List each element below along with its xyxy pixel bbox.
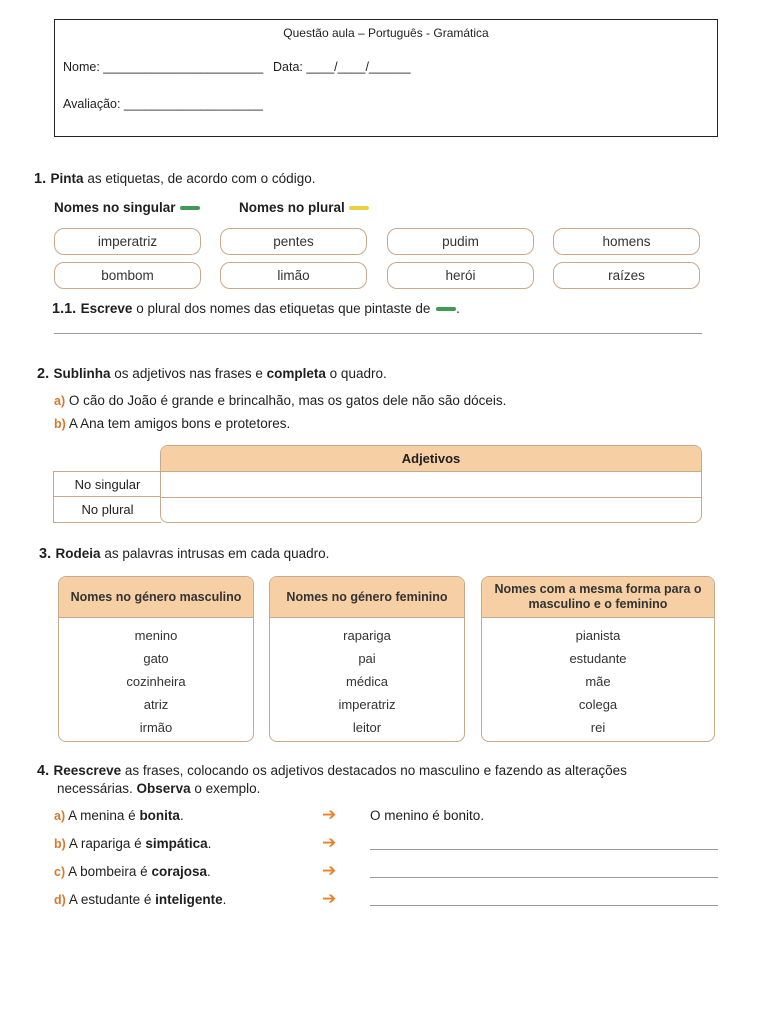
q3-instruction xyxy=(39,545,329,563)
q1-1-instruction xyxy=(52,300,460,318)
legend-singular xyxy=(54,200,200,215)
answer-line[interactable] xyxy=(370,877,718,878)
arrow-right-icon: ➔ xyxy=(322,833,337,852)
name-field[interactable]: Nome: _______________________ xyxy=(63,60,264,74)
q4-text-line2-end: o exemplo. xyxy=(190,781,261,796)
word-item[interactable]: pianista xyxy=(575,628,621,643)
q1-number: 1. xyxy=(34,171,47,187)
label-tag[interactable]: limão xyxy=(220,262,367,289)
word-item[interactable]: colega xyxy=(578,697,618,712)
word-item[interactable]: irmão xyxy=(139,720,173,735)
legend-singular-label: Nomes no singular xyxy=(54,200,176,215)
item-letter: b) xyxy=(54,837,66,851)
item-prefix: A rapariga é xyxy=(68,836,146,851)
q4-text-line2-start: necessárias. xyxy=(57,781,137,796)
item-adjective: corajosa xyxy=(151,864,207,879)
q1-1-number: 1.1. xyxy=(52,301,77,317)
word-item[interactable]: gato xyxy=(143,651,169,666)
header-box xyxy=(54,19,718,137)
date-field[interactable]: Data: ____/____/______ xyxy=(273,60,411,74)
q3-text: as palavras intrusas em cada quadro. xyxy=(100,546,330,561)
evaluation-field[interactable]: Avaliação: ____________________ xyxy=(63,97,263,111)
box-feminine xyxy=(269,576,465,742)
item-letter: a) xyxy=(54,809,66,823)
legend-plural-label: Nomes no plural xyxy=(239,200,345,215)
item-letter: a) xyxy=(54,394,66,408)
item-text: A Ana tem amigos bons e protetores. xyxy=(68,416,291,431)
item-adjective: simpática xyxy=(145,836,208,851)
q3-number: 3. xyxy=(39,546,52,562)
item-prefix: A menina é xyxy=(68,808,140,823)
item-suffix: . xyxy=(206,864,211,879)
word-item[interactable]: rei xyxy=(590,720,606,735)
box-same-form xyxy=(481,576,715,742)
arrow-right-icon: ➔ xyxy=(322,889,337,908)
q2-item-a xyxy=(54,393,506,408)
q2-text-mid: os adjetivos nas frases e xyxy=(110,366,267,381)
header-title: Questão aula – Português - Gramática xyxy=(283,26,489,40)
label-tag[interactable]: bombom xyxy=(54,262,201,289)
q1-1-verb: Escreve xyxy=(80,301,133,316)
q1-1-text: o plural dos nomes das etiquetas que pintaste de xyxy=(132,301,431,316)
legend-plural xyxy=(239,200,369,215)
word-item[interactable]: atriz xyxy=(143,697,169,712)
word-item[interactable]: rapariga xyxy=(343,628,391,643)
example-answer: O menino é bonito. xyxy=(370,808,485,823)
word-item[interactable]: leitor xyxy=(352,720,382,735)
q4-number: 4. xyxy=(37,763,50,779)
q3-verb: Rodeia xyxy=(55,546,101,561)
adjectives-header: Adjetivos xyxy=(161,446,701,472)
green-swatch-icon xyxy=(180,206,200,210)
answer-line[interactable] xyxy=(370,905,718,906)
item-suffix: . xyxy=(207,836,212,851)
q2-text-end: o quadro. xyxy=(325,366,387,381)
item-adjective: inteligente xyxy=(155,892,223,907)
row-plural-label: No plural xyxy=(53,496,161,523)
q4-item-d xyxy=(54,892,226,907)
item-suffix: . xyxy=(179,808,184,823)
word-item[interactable]: imperatriz xyxy=(338,697,396,712)
q4-item-a xyxy=(54,808,184,823)
item-prefix: A bombeira é xyxy=(68,864,152,879)
label-tag[interactable]: homens xyxy=(553,228,700,255)
word-item[interactable]: médica xyxy=(346,674,388,689)
label-tag[interactable]: pentes xyxy=(220,228,367,255)
label-tag[interactable]: imperatriz xyxy=(54,228,201,255)
q2-item-b xyxy=(54,416,290,431)
item-letter: d) xyxy=(54,893,66,907)
arrow-right-icon: ➔ xyxy=(322,861,337,880)
arrow-right-icon: ➔ xyxy=(322,805,337,824)
q1-text: as etiquetas, de acordo com o código. xyxy=(83,171,316,186)
box-title: Nomes no género masculino xyxy=(59,577,253,618)
word-item[interactable]: menino xyxy=(134,628,178,643)
box-masculine xyxy=(58,576,254,742)
answer-line[interactable] xyxy=(370,849,718,850)
q2-number: 2. xyxy=(37,366,50,382)
item-prefix: A estudante é xyxy=(68,892,156,907)
q1-1-end: . xyxy=(456,301,460,316)
label-tag[interactable]: raízes xyxy=(553,262,700,289)
green-swatch-icon xyxy=(436,307,456,311)
box-title: Nomes com a mesma forma para o masculino e o feminino xyxy=(482,577,714,618)
label-tag[interactable]: pudim xyxy=(387,228,534,255)
word-item[interactable]: estudante xyxy=(569,651,627,666)
item-text: O cão do João é grande e brincalhão, mas os gatos dele não são dóceis. xyxy=(68,393,507,408)
row-singular-label: No singular xyxy=(53,471,161,497)
q1-verb: Pinta xyxy=(50,171,84,186)
item-suffix: . xyxy=(222,892,227,907)
q4-item-c xyxy=(54,864,211,879)
q2-verb2: completa xyxy=(266,366,326,381)
q4-instruction xyxy=(37,762,767,780)
q4-verb1: Reescreve xyxy=(53,763,122,778)
singular-answer-cell[interactable] xyxy=(162,472,700,496)
box-title: Nomes no género feminino xyxy=(270,577,464,618)
q4-instruction-line2 xyxy=(57,781,260,796)
word-item[interactable]: pai xyxy=(358,651,376,666)
item-letter: c) xyxy=(54,865,66,879)
q2-instruction xyxy=(37,365,387,383)
q4-verb2: Observa xyxy=(136,781,191,796)
item-adjective: bonita xyxy=(139,808,180,823)
q4-item-b xyxy=(54,836,211,851)
item-letter: b) xyxy=(54,417,66,431)
label-tag[interactable]: herói xyxy=(387,262,534,289)
yellow-swatch-icon xyxy=(349,206,369,210)
plural-answer-cell[interactable] xyxy=(162,498,700,522)
q4-text-line1: as frases, colocando os adjetivos destacados no masculino e fazendo as alterações xyxy=(121,763,627,778)
q1-instruction xyxy=(34,170,315,188)
word-item[interactable]: mãe xyxy=(585,674,611,689)
q2-verb1: Sublinha xyxy=(53,366,111,381)
word-item[interactable]: cozinheira xyxy=(126,674,186,689)
answer-line[interactable] xyxy=(54,333,702,334)
